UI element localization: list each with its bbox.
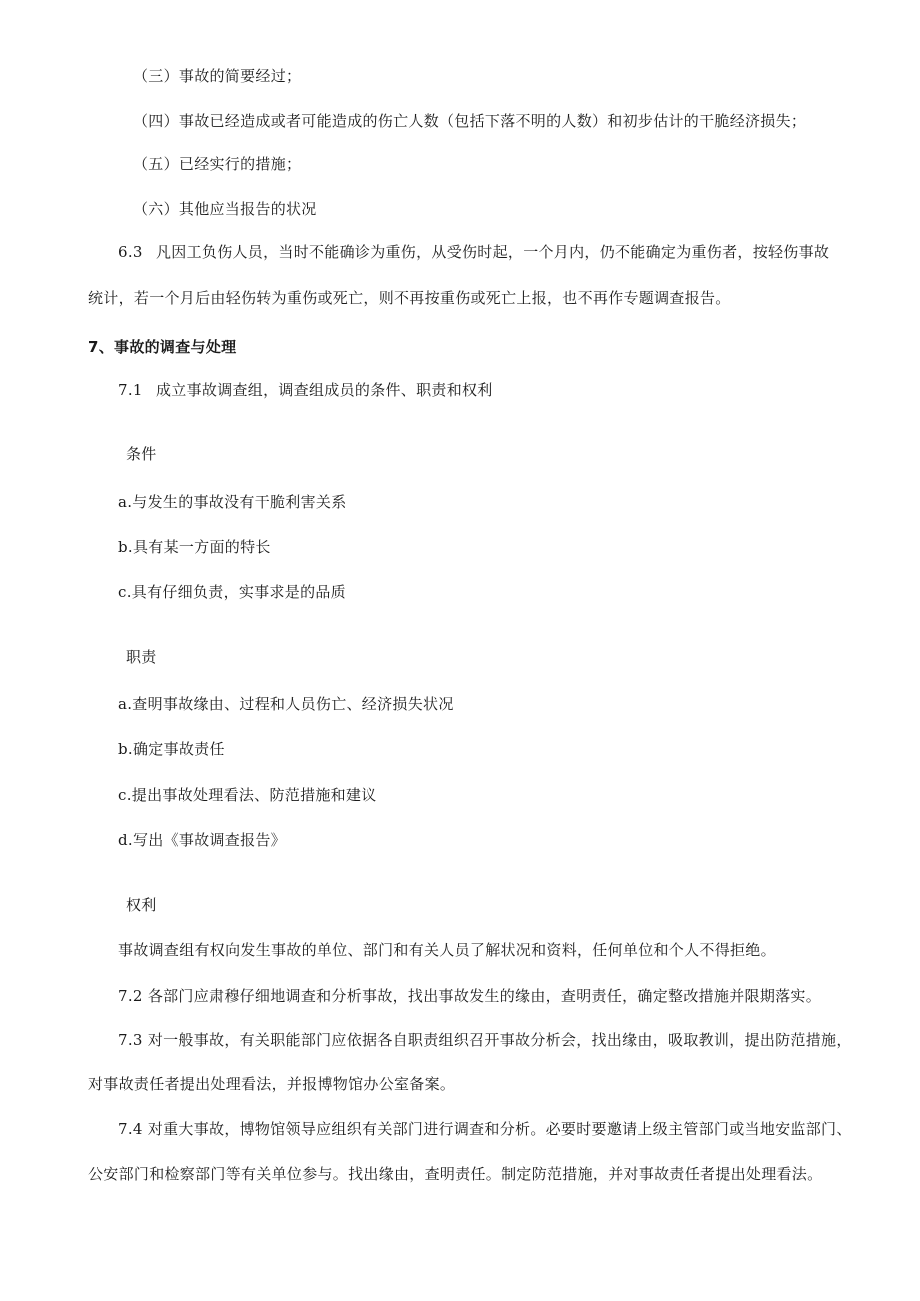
conditions-title: 条件 [126, 445, 157, 463]
section-7-4-first-line: 7.4 对重大事故，博物馆领导应组织有关部门进行调查和分析。必要时要邀请上级主管部门或当地安监部门、 [118, 1120, 852, 1138]
duties-title: 职责 [126, 648, 157, 666]
section-6-3-first-line [118, 242, 829, 262]
section-7-1-line [118, 380, 493, 400]
list-item-4: （四）事故已经造成或者可能造成的伤亡人数（包括下落不明的人数）和初步估计的干脆经济损失； [133, 112, 807, 130]
list-item-6: （六）其他应当报告的状况 [133, 200, 317, 218]
section-7-1-text: 成立事故调查组，调查组成员的条件、职责和权利 [156, 381, 493, 399]
duty-d: d.写出《事故调查报告》 [118, 831, 286, 849]
duty-a: a.查明事故缘由、过程和人员伤亡、经济损失状况 [118, 695, 454, 713]
section-7-1-number: 7.1 [118, 381, 143, 399]
condition-c: c.具有仔细负责，实事求是的品质 [118, 583, 346, 601]
section-7-4-second-line: 公安部门和检察部门等有关单位参与。找出缘由，查明责任。制定防范措施，并对事故责任者提出处理看法。 [88, 1165, 823, 1183]
rights-text: 事故调查组有权向发生事故的单位、部门和有关人员了解状况和资料，任何单位和个人不得拒绝。 [118, 941, 776, 959]
section-6-3-second-line: 统计，若一个月后由轻伤转为重伤或死亡，则不再按重伤或死亡上报，也不再作专题调查报告。 [88, 289, 731, 307]
section-7-2: 7.2 各部门应肃穆仔细地调查和分析事故，找出事故发生的缘由，查明责任，确定整改措施并限期落实。 [118, 987, 822, 1005]
section-7-3-first-line: 7.3 对一般事故，有关职能部门应依据各自职责组织召开事故分析会，找出缘由，吸取教训，提出防范措施， [118, 1031, 852, 1049]
section-7-heading: 7、事故的调查与处理 [88, 338, 237, 356]
condition-a: a.与发生的事故没有干脆利害关系 [118, 493, 347, 511]
duty-b: b.确定事故责任 [118, 740, 225, 758]
condition-b: b.具有某一方面的特长 [118, 538, 271, 556]
section-6-3-text: 凡因工负伤人员，当时不能确诊为重伤，从受伤时起，一个月内，仍不能确定为重伤者，按轻伤事故 [156, 243, 830, 261]
section-7-3-second-line: 对事故责任者提出处理看法，并报博物馆办公室备案。 [88, 1075, 456, 1093]
list-item-5: （五）已经实行的措施； [133, 155, 302, 173]
rights-title: 权利 [126, 896, 157, 914]
list-item-3: （三）事故的简要经过； [133, 67, 302, 85]
duty-c: c.提出事故处理看法、防范措施和建议 [118, 786, 377, 804]
section-6-3-number: 6.3 [118, 243, 143, 261]
